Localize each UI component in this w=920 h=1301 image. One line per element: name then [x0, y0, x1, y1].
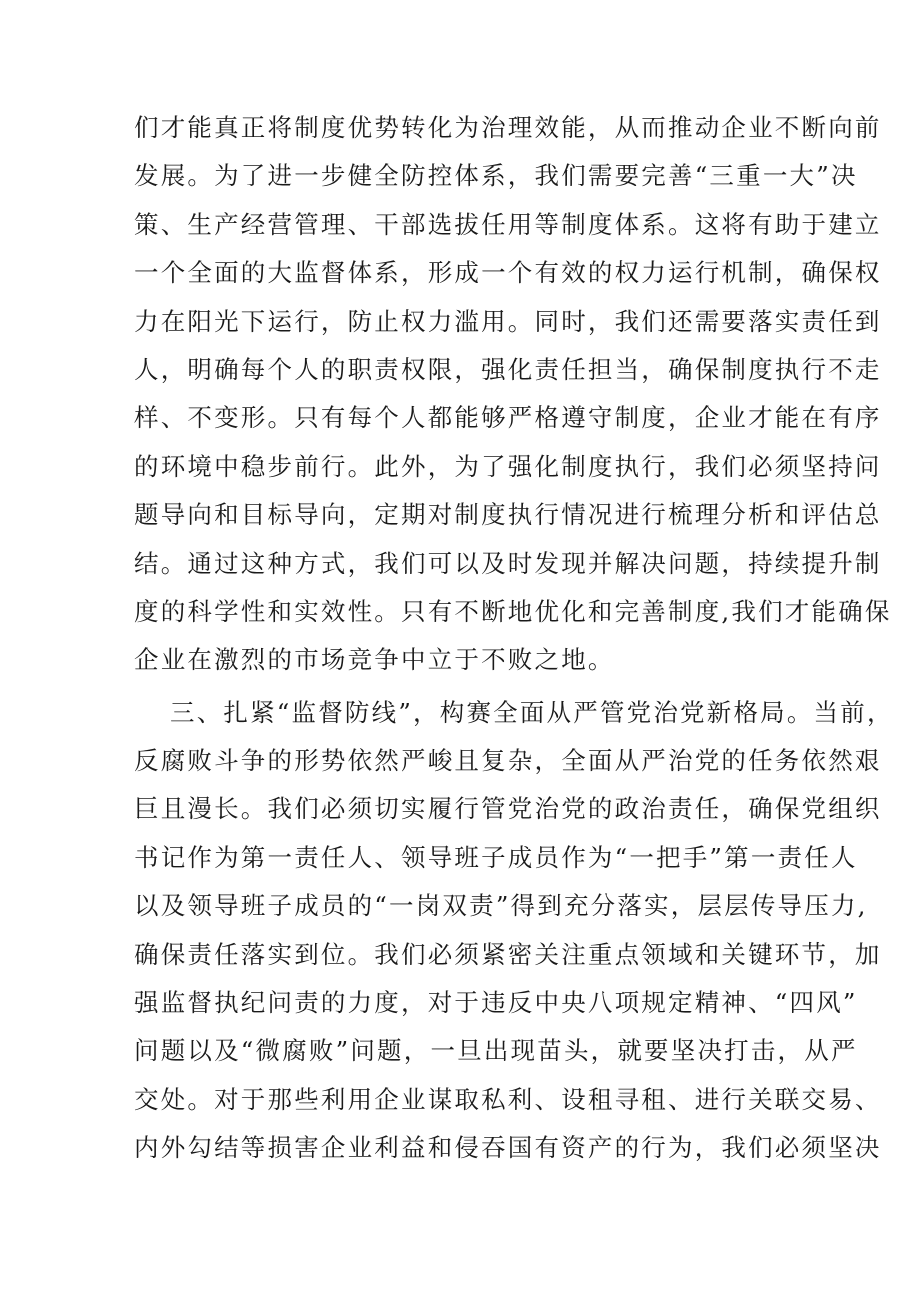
text-line: 力在阳光下运行，防止权力滥用。同时，我们还需要落实责任到 — [134, 306, 882, 336]
paragraph-2 — [134, 689, 894, 1173]
text-line: 确保责任落实到位。我们必须紧密关注重点领域和关键环节，加 — [134, 939, 882, 969]
text-line: 交处。对于那些利用企业谋取私利、设租寻租、进行关联交易、 — [134, 1084, 882, 1114]
text-line: 以及领导班子成员的“一岗双责”得到充分落实，层层传导压力, — [134, 891, 868, 921]
text-line: 内外勾结等损害企业利益和侵吞国有资产的行为，我们必须坚决 — [134, 1133, 882, 1163]
document-body — [134, 104, 894, 1173]
text-line: 企业在激烈的市场竞争中立于不败之地。 — [134, 645, 615, 675]
text-line: 人，明确每个人的职责权限，强化责任担当，确保制度执行不走 — [134, 354, 882, 384]
text-line: 反腐败斗争的形势依然严峻且复杂，全面从严治党的任务依然艰 — [134, 746, 882, 776]
text-line: 的环境中稳步前行。此外，为了强化制度执行，我们必须坚持问 — [134, 451, 882, 481]
text-line: 一个全面的大监督体系，形成一个有效的权力运行机制，确保权 — [134, 258, 882, 288]
text-line: 策、生产经营管理、干部选拔任用等制度体系。这将有助于建立 — [134, 209, 882, 239]
text-line: 题导向和目标导向，定期对制度执行情况进行梳理分析和评估总 — [134, 500, 882, 530]
text-line: 问题以及“微腐败”问题，一旦出现苗头，就要坚决打击，从严 — [134, 1036, 858, 1066]
text-line: 们才能真正将制度优势转化为治理效能，从而推动企业不断向前 — [134, 113, 882, 142]
text-line: 巨且漫长。我们必须切实履行管党治党的政治责任，确保党组织 — [134, 794, 882, 824]
text-line: 书记作为第一责任人、领导班子成员作为“一把手”第一责任人 — [134, 842, 858, 872]
paragraph-1 — [134, 104, 892, 685]
text-line: 结。通过这种方式，我们可以及时发现并解决问题，持续提升制 — [134, 548, 882, 578]
text-line: 发展。为了进一步健全防控体系，我们需要完善“三重一大”决 — [134, 161, 858, 191]
text-line: 度的科学性和实效性。只有不断地优化和完善制度,我们才能确保 — [134, 596, 892, 626]
text-line: 样、不变形。只有每个人都能够严格遵守制度，企业才能在有序 — [134, 403, 882, 433]
text-line: 强监督执纪问责的力度，对于违反中央八项规定精神、“四风” — [134, 988, 858, 1018]
section-heading-line: 三、扎紧“监督防线”，构赛全面从严管党治党新格局。当前， — [170, 697, 894, 727]
